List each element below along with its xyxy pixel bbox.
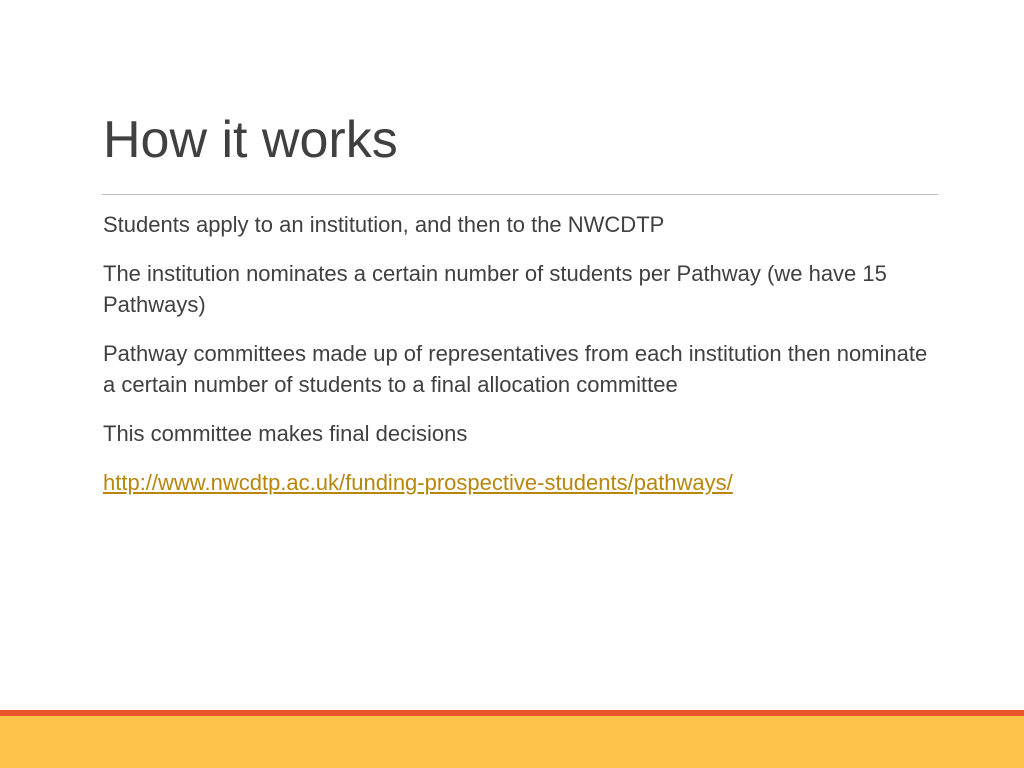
bullet-item-1: Students apply to an institution, and then to the NWCDTP xyxy=(103,212,665,237)
bullet-item-3: Pathway committees made up of representatives from each institution then nominate a certain number of students to a final allocation committee xyxy=(103,341,928,397)
bullet-item-4: This committee makes final decisions xyxy=(103,421,468,446)
title-divider xyxy=(102,194,938,195)
footer-band xyxy=(0,716,1024,768)
slide-title: How it works xyxy=(103,111,398,169)
pathways-link[interactable]: http://www.nwcdtp.ac.uk/funding-prospective-students/pathways/ xyxy=(103,470,733,495)
bullet-item-link xyxy=(103,467,933,498)
bullet-list xyxy=(103,209,933,516)
bullet-item-2: The institution nominates a certain number of students per Pathway (we have 15 Pathways) xyxy=(103,261,887,317)
